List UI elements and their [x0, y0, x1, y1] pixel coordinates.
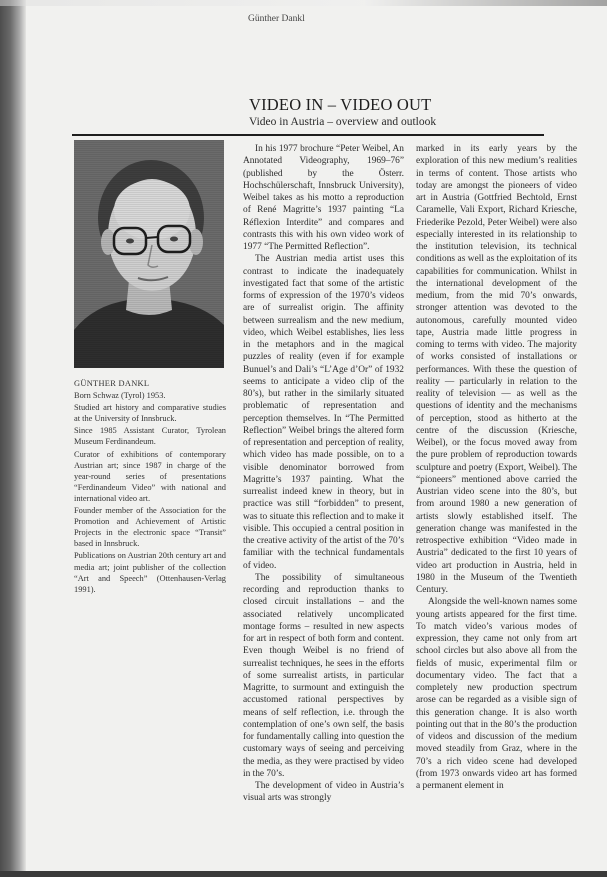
body-paragraph: In his 1977 brochure “Peter Weibel, An Annotated Videography, 1969–76” (published by the Österr. Hochschülerschaft, Innsbruck University), Weibel takes as his motto a reproduction of René Magritte’s 1937 painting “La Réflexion Interdite” and compares and contrasts this with his own video work of 1977 “The Permitted Reflection”. [243, 144, 404, 252]
book-spine-shadow [0, 0, 26, 877]
body-column-1 [243, 143, 404, 805]
running-head: Günther Dankl [248, 14, 305, 24]
bio-paragraph: Since 1985 Assistant Curator, Tyrolean Museum Ferdinandeum. [74, 426, 226, 447]
bio-paragraph: Studied art history and comparative studies at the University of Innsbruck. [74, 403, 226, 424]
article-header [249, 95, 436, 128]
body-column-2 [416, 143, 577, 792]
body-paragraph: marked in its early years by the exploration of this new medium’s realities in terms of content. Those artists who today are amongst the pioneers of video art in Austria (Gottfried Bechtold, Ernst Caramelle, Vali Export, Richard Kriesche, Friederike Pezold, Peter Weibel) were also especially interested in its relationship to the institution television, its technical conditions as well as the exploitation of its capabilities for communication. Whilst in the international development of the medium, from the mid 70’s onwards, stronger attention was devoted to the autonomous, carefully mounted video tape, Austria made little progress in coming to terms with video. The majority of works consisted of installations or performances. With these the question of reality — particularly in relation to the reality of television — as well as the questions of identity and the mechanisms of perception, stood as hitherto at the centre of the discussion (Kriesche, Weibel), or the focus moved away from the pure problem of reproduction towards sculpture and poetry (Export, Weibel). The “pioneers” mentioned above carried the Austrian video scene into the 80’s, but from around 1980 a new generation of artists slowly established itself. The generation change was manifested in the retrospective exhibition “Video made in Austria” dedicated to the first 10 years of video art production in Austria, held in 1980 in the Museum of the Twentieth Century. [416, 144, 577, 595]
bio-paragraph: Founder member of the Association for the Promotion and Achievement of Artistic Projects in the electronic space “Transit” based in Innsbruck. [74, 506, 226, 549]
body-paragraph: The possibility of simultaneous recording and reproduction thanks to closed circuit installations – and the associated relatively uncomplicated montage forms – resulted in new aspects for art in respect of both form and content. Even though Weibel is no friend of surrealist techniques, he sees in the efforts of some surrealist artists, in particular Magritte, to surmount and extinguish the accustomed rational perspectives by means of self reflection, i.e. through the contemplation of one’s own self, the basis for fundamentally calling into question the customary ways of seeing and perceiving the media, as they were practised by video in the 70’s. [243, 572, 404, 779]
bio-paragraph: Born Schwaz (Tyrol) 1953. [74, 391, 166, 401]
page-top-edge [0, 0, 607, 6]
header-rule [72, 134, 544, 136]
article-subtitle: Video in Austria – overview and outlook [249, 116, 437, 128]
body-paragraph: The development of video in Austria’s visual arts was strongly [243, 781, 404, 804]
page-bottom-edge [0, 871, 607, 877]
body-paragraph: Alongside the well-known names some young artists appeared for the first time. To match video’s various modes of expression, they came not only from art school circles but also above all from the fields of music, experimental film or documentary video. The fact that a completely new production spectrum arose can be regarded as a visible sign of this generation change. It is also worth pointing out that in the 80’s the production of videos and discussion of the medium moved steadily from Graz, where in the 70’s a rich video scene had developed (from 1973 onwards video art has formed a permanent element in [416, 597, 577, 791]
author-name: GÜNTHER DANKL [74, 379, 150, 388]
portrait-image [74, 140, 224, 368]
author-bio [74, 378, 226, 596]
author-portrait [74, 140, 224, 368]
body-paragraph: The Austrian media artist uses this contrast to indicate the inadequately investigated fact that some of the artistic forms of expression of the 1970’s videos are of surrealist origin. The affinity between surrealism and the new medium, video, which Weibel establishes, lies less in the metaphors and in the magical puzzles of reality (even if for example Bunuel’s and Dali’s “L’Age d’Or” of 1932 seems to anticipate a video clip of the 80’s), but rather in the similarly situated problematic of representation and perception themselves. In “The Permitted Reflection” Weibel brings the altered form of representation and perception of reality, which video has made possible, on to a visible denominator borrowed from Magritte’s 1937 painting. What the surrealist indeed knew in theory, but in practice was still “forbidden” to present, was to situate this reflection and to make it visible. This occupied a central position in the creative activity of the artist of the 70’s familiar with the technical fundamentals of video. [243, 254, 404, 571]
bio-paragraph: Publications on Austrian 20th century art and media art; joint publisher of the collection “Art and Speech” (Ottenhausen-Verlag 1991). [74, 551, 226, 594]
bio-paragraph: Curator of exhibitions of contemporary Austrian art; since 1987 in charge of the year-round series of presentations “Ferdinandeum Video” with national and international video art. [74, 449, 226, 503]
article-title: VIDEO IN – VIDEO OUT [249, 95, 432, 114]
